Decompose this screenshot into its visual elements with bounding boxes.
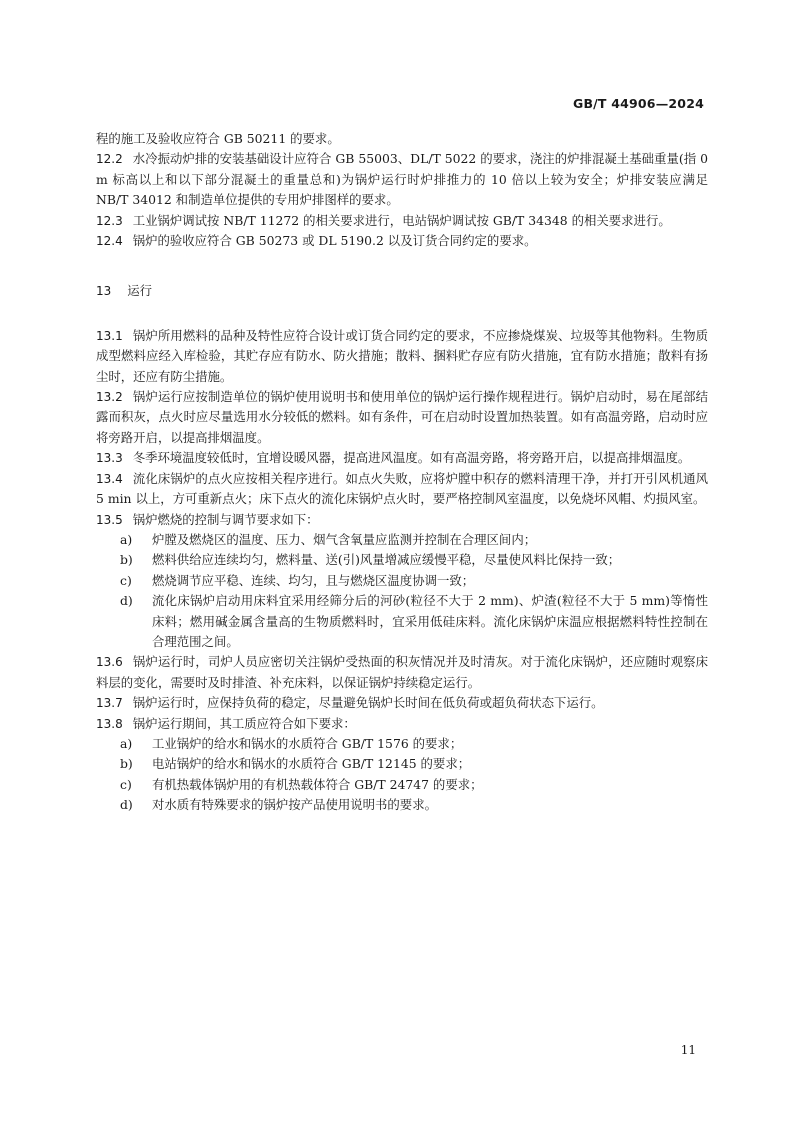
list-13-8 <box>96 734 708 816</box>
list-marker: d) <box>120 797 133 813</box>
list-item-text: 燃料供给应连续均匀，燃料量、送(引)风量增减应缓慢平稳，尽量使风料比保持一致； <box>152 552 621 568</box>
section-title: 运行 <box>127 283 153 299</box>
list-item <box>96 775 708 795</box>
clause-number: 13.5 <box>96 512 123 527</box>
clause-number: 12.4 <box>96 234 123 249</box>
list-item-text: 燃烧调节应平稳、连续、均匀，且与燃烧区温度协调一致； <box>152 572 475 588</box>
list-item <box>96 795 708 815</box>
list-item <box>96 530 708 550</box>
clause-12-2 <box>96 149 708 210</box>
clause-13-1 <box>96 326 708 387</box>
section-heading <box>96 281 708 301</box>
clause-13-7 <box>96 693 708 713</box>
clause-number: 12.2 <box>96 152 123 167</box>
list-item-text: 有机热载体锅炉用的有机热载体符合 GB/T 24747 的要求； <box>152 776 483 792</box>
clause-12-4 <box>96 231 708 251</box>
clause-number: 13.4 <box>96 471 123 486</box>
clause-text: 锅炉的验收应符合 GB 50273 或 DL 5190.2 以及订货合同约定的要求。 <box>132 233 537 249</box>
list-marker: a) <box>120 735 133 751</box>
list-item-text: 流化床锅炉启动用床料宜采用经筛分后的河砂(粒径不大于 2 mm)、炉渣(粒径不大于 5 mm)等惰性床料；燃用碱金属含量高的生物质燃料时，宜采用低硅床料。流化床锅炉床温应根据燃料特性控制在合理范围之间。 <box>152 593 708 649</box>
list-item-text: 工业锅炉的给水和锅水的水质符合 GB/T 1576 的要求； <box>152 735 463 751</box>
clause-number: 13.6 <box>96 655 123 670</box>
clause-text: 锅炉运行时，应保持负荷的稳定，尽量避免锅炉长时间在低负荷或超负荷状态下运行。 <box>132 695 604 711</box>
clause-number: 12.3 <box>96 213 123 228</box>
clause-number: 13.1 <box>96 328 123 343</box>
clause-number: 13.7 <box>96 696 123 711</box>
list-item <box>96 754 708 774</box>
list-marker: a) <box>120 531 133 547</box>
list-marker: c) <box>120 572 132 588</box>
clause-text: 流化床锅炉的点火应按相关程序进行。如点火失败，应将炉膛中积存的燃料清理干净，并打开引风机通风 5 min 以上，方可重新点火；床下点火的流化床锅炉点火时，要严格控制风室温度，以免烧坏风帽、灼损风室。 <box>96 470 708 507</box>
clause-text: 锅炉运行时，司炉人员应密切关注锅炉受热面的积灰情况并及时清灰。对于流化床锅炉，还应随时观察床料层的变化，需要时及时排渣、补充床料，以保证锅炉持续稳定运行。 <box>96 654 708 690</box>
list-item <box>96 734 708 754</box>
clause-number: 13.2 <box>96 390 123 405</box>
clause-text: 工业锅炉调试按 NB/T 11272 的相关要求进行，电站锅炉调试按 GB/T 34348 的相关要求进行。 <box>132 212 671 228</box>
paragraph-continuation: 程的施工及验收应符合 GB 50211 的要求。 <box>96 131 340 146</box>
clause-13-3 <box>96 448 708 468</box>
clause-text: 锅炉所用燃料的品种及特性应符合设计或订货合同约定的要求，不应掺烧煤炭、垃圾等其他物料。生物质成型燃料应经入库检验，其贮存应有防水、防火措施；散料、捆料贮存应有防火措施，宜有防水措施；散料有扬尘时，还应有防尘措施。 <box>96 327 708 384</box>
clause-text: 冬季环境温度较低时，宜增设暖风器，提高进风温度。如有高温旁路，将旁路开启，以提高排烟温度。 <box>132 450 691 466</box>
clause-number: 13.8 <box>96 716 123 731</box>
page-number: 11 <box>680 1043 696 1057</box>
list-item <box>96 571 708 591</box>
list-item-text: 电站锅炉的给水和锅水的水质符合 GB/T 12145 的要求； <box>152 756 471 772</box>
list-marker: d) <box>120 593 133 609</box>
clause-13-6 <box>96 652 708 693</box>
clause-text: 锅炉运行应按制造单位的锅炉使用说明书和使用单位的锅炉运行操作规程进行。锅炉启动时，易在尾部结露而积灰，点火时应尽量选用水分较低的燃料。如有条件，可在启动时设置加热装置。如有高温旁路，启动时应将旁路开启，以提高排烟温度。 <box>96 389 708 445</box>
clause-13-2 <box>96 387 708 448</box>
list-marker: b) <box>120 756 133 772</box>
list-marker: b) <box>120 552 133 568</box>
clause-text: 水冷振动炉排的安装基础设计应符合 GB 55003、DL/T 5022 的要求，浇注的炉排混凝土基础重量(指 0 m 标高以上和以下部分混凝土的重量总和)为锅炉运行时炉排推力的 10 倍以上较为安全；炉排安装应满足 NB/T 34012 和制造单位提供的专用炉排图样的要求。 <box>96 151 708 208</box>
clause-12-3 <box>96 211 708 231</box>
clause-13-8 <box>96 714 708 734</box>
clause-number: 13.3 <box>96 451 123 466</box>
list-item <box>96 591 708 652</box>
list-item-text: 对水质有特殊要求的锅炉按产品使用说明书的要求。 <box>152 797 437 813</box>
clause-text: 锅炉燃烧的控制与调节要求如下： <box>132 511 319 527</box>
list-marker: c) <box>120 776 132 792</box>
list-13-5 <box>96 530 708 652</box>
list-item <box>96 550 708 570</box>
list-item-text: 炉膛及燃烧区的温度、压力、烟气含氧量应监测并控制在合理区间内； <box>152 531 537 547</box>
page-content <box>96 129 708 816</box>
standard-code-header: GB/T 44906—2024 <box>572 96 704 111</box>
clause-13-5 <box>96 510 708 530</box>
clause-13-4 <box>96 469 708 510</box>
clause-text: 锅炉运行期间，其工质应符合如下要求： <box>132 715 356 731</box>
section-number: 13 <box>96 284 112 299</box>
